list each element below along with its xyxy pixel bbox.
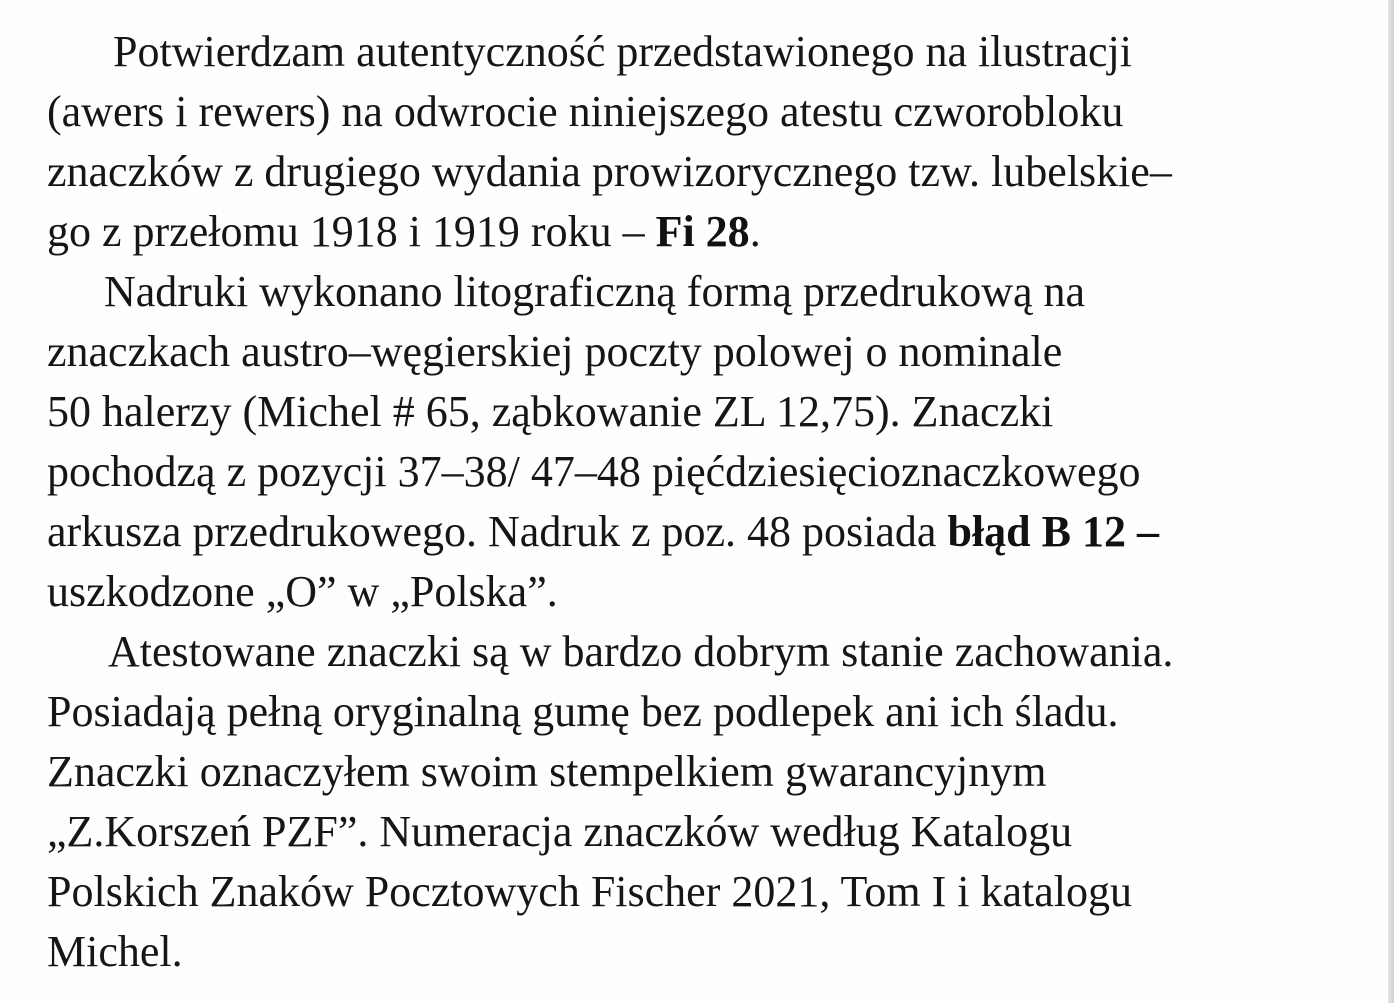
certificate-text xyxy=(47,22,1377,982)
text-line: „Z.Korszeń PZF”. Numeracja znaczków według Katalogu xyxy=(47,807,1073,856)
text-line: Michel. xyxy=(47,927,183,976)
text-line: pochodzą z pozycji 37–38/ 47–48 pięćdziesięcioznaczkowego xyxy=(47,447,1141,496)
text-line: Polskich Znaków Pocztowych Fischer 2021, Tom I i katalogu xyxy=(47,867,1132,916)
text-line-end: . xyxy=(749,207,761,256)
text-line: Posiadają pełną oryginalną gumę bez podlepek ani ich śladu. xyxy=(47,687,1119,736)
text-line: Nadruki wykonano litograficzną formą przedrukową na xyxy=(104,267,1086,316)
text-line: Potwierdzam autentyczność przedstawionego na ilustracji xyxy=(113,27,1132,76)
page-right-edge xyxy=(1388,0,1394,1003)
text-line: 50 halerzy (Michel # 65, ząbkowanie ZL 12,75). Znaczki xyxy=(47,387,1054,436)
text-line: Znaczki oznaczyłem swoim stempelkiem gwarancyjnym xyxy=(47,747,1047,796)
catalog-number: Fi 28 xyxy=(655,207,750,256)
error-code: błąd B 12 – xyxy=(947,507,1159,556)
text-line xyxy=(47,502,1377,562)
text-line: (awers i rewers) na odwrocie niniejszego atestu czworobloku xyxy=(47,87,1124,136)
paragraph-overprint xyxy=(47,262,1377,622)
text-line: Atestowane znaczki są w bardzo dobrym stanie zachowania. xyxy=(108,627,1174,676)
text-line xyxy=(47,202,1377,262)
paragraph-authenticity xyxy=(47,22,1377,262)
paragraph-condition xyxy=(47,622,1377,982)
text-line: uszkodzone „O” w „Polska”. xyxy=(47,567,558,616)
text-line-start: go z przełomu 1918 i 1919 roku – xyxy=(47,207,656,256)
text-line: znaczków z drugiego wydania prowizorycznego tzw. lubelskie– xyxy=(47,147,1172,196)
text-line: znaczkach austro–węgierskiej poczty polowej o nominale xyxy=(47,327,1063,376)
text-line-start: arkusza przedrukowego. Nadruk z poz. 48 posiada xyxy=(47,507,948,556)
